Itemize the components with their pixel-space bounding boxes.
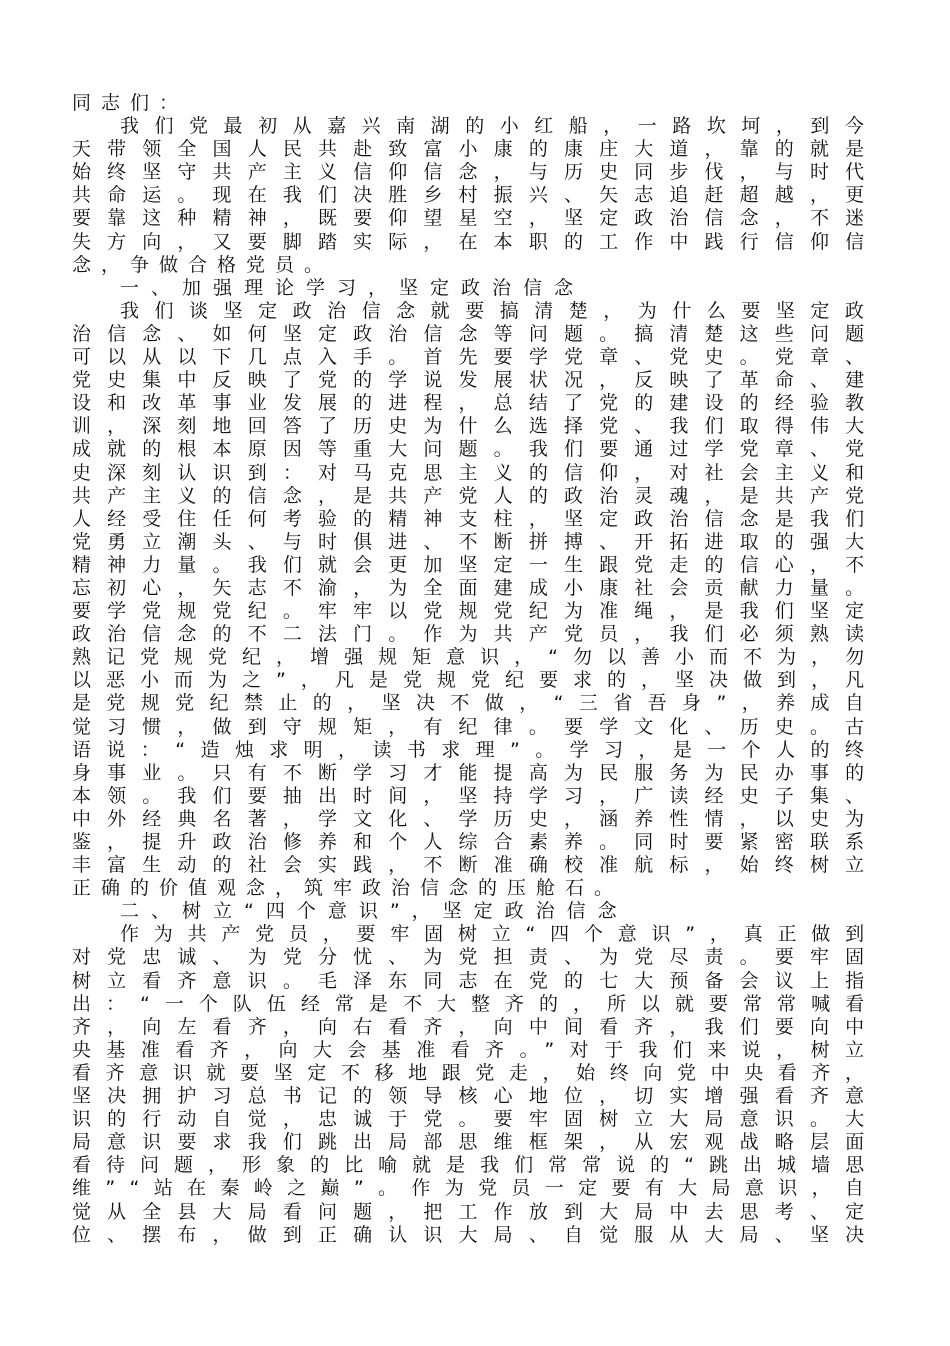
body-text-line: 失方向，又要脚踏实际，在本职的工作中践行信仰信 — [72, 230, 881, 253]
section-heading-line: 一、加强理论学习，坚定政治信念 — [120, 276, 586, 299]
body-text-line: 人经受住任何考验的精神支柱，坚定政治信念是我们 — [72, 507, 881, 530]
body-text-line: 党勇立潮头、与时俱进、不断拼搏、开拓进取的强大 — [72, 530, 881, 553]
body-text-line: 要学党规党纪。牢牢以党规党纪为准绳，是我们坚定 — [72, 600, 881, 623]
body-text-line: 念，争做合格党员。 — [72, 253, 334, 276]
body-text-line: 坚决拥护习总书记的领导核心地位，切实增强看齐意 — [72, 1085, 881, 1108]
body-text-line: 始终坚守共产主义信仰信念，与历史同步伐，与时代 — [72, 161, 881, 184]
document-page — [72, 92, 881, 1247]
body-text-line: 以恶小而为之”，凡是党规党纪要求的，坚决做到，凡 — [72, 669, 880, 692]
body-text-line: 看齐意识就要坚定不移地跟党走，始终向党中央看齐， — [72, 1061, 879, 1084]
body-text-line: 局意识要求我们跳出局部思维框架，从宏观战略层面 — [72, 1131, 881, 1154]
body-text-line: 位、摆布，做到正确认识大局、自觉服从大局、坚决 — [72, 1223, 881, 1246]
body-text-line: 可以从以下几点入手。首先要学党章、党史。党章、 — [72, 346, 881, 369]
body-text-line: 语说：“造烛求明，读书求理”。学习，是一个人的终 — [72, 738, 880, 761]
body-text-line: 齐，向左看齐，向右看齐，向中间看齐，我们要向中 — [72, 1015, 881, 1038]
body-text-line: 治信念、如何坚定政治信念等问题。搞清楚这些问题 — [72, 322, 881, 345]
body-text-line: 共产主义的信念，是共产党人的政治灵魂，是共产党 — [72, 484, 881, 507]
section-heading-line: 二、树立“四个意识”，坚定政治信念 — [120, 900, 629, 923]
body-text-line: 史深刻认识到：对马克思主义的信仰，对社会主义和 — [72, 461, 881, 484]
body-text-line: 身事业。只有不断学习才能提高为民服务为民办事的 — [72, 761, 881, 784]
body-text-line: 训，深刻地回答了历史为什么选择党、我们取得伟大 — [72, 415, 881, 438]
body-text-line: 识的行动自觉，忠诚于党。要牢固树立大局意识。大 — [72, 1108, 881, 1131]
body-text-line: 我们党最初从嘉兴南湖的小红船，一路坎坷，到今 — [120, 115, 880, 138]
body-text-line: 精神力量。我们就会更加坚定一生跟党走的信心，不 — [72, 553, 881, 576]
body-text-line: 出：“一个队伍经常是不大整齐的，所以就要常常喊看 — [72, 992, 880, 1015]
body-text-line: 觉从全县大局看问题，把工作放到大局中去思考、定 — [72, 1200, 881, 1223]
body-text-line: 我们谈坚定政治信念就要搞清楚，为什么要坚定政 — [120, 299, 880, 322]
body-text-line: 是党规党纪禁止的，坚决不做，“三省吾身”，养成自 — [72, 692, 880, 715]
body-text-line: 天带领全国人民共赴致富小康的康庄大道，靠的就是 — [72, 138, 881, 161]
body-text-line: 树立看齐意识。毛泽东同志在党的七大预备会议上指 — [72, 969, 881, 992]
body-text-line: 丰富生动的社会实践，不断准确校准航标，始终树立 — [72, 854, 881, 877]
body-text-line: 共命运。现在我们决胜乡村振兴、矢志追赶超越，更 — [72, 184, 881, 207]
body-text-line: 对党忠诚、为党分忧、为党担责、为党尽责。要牢固 — [72, 946, 881, 969]
body-text-line: 本领。我们要抽出时间，坚持学习，广读经史子集、 — [72, 784, 881, 807]
body-text-line: 鉴，提升政治修养和个人综合素养。同时要紧密联系 — [72, 831, 881, 853]
body-text-line: 熟记党规党纪，增强规矩意识，“勿以善小而不为，勿 — [72, 646, 880, 669]
body-text-line: 政治信念的不二法门。作为共产党员，我们必须熟读 — [72, 623, 881, 646]
body-text-line: 中外经典名著，学文化、学历史，涵养性情，以史为 — [72, 807, 881, 830]
body-text-line: 忘初心，矢志不渝，为全面建成小康社会贡献力量。 — [72, 576, 881, 599]
body-text-line: 觉习惯，做到守规矩，有纪律。要学文化、历史。古 — [72, 715, 881, 738]
body-text-line: 看待问题，形象的比喻就是我们常常说的“跳出城墙思 — [72, 1154, 880, 1177]
body-text-line: 要靠这种精神，既要仰望星空，坚定政治信念，不迷 — [72, 207, 881, 230]
body-text-line: 作为共产党员，要牢固树立“四个意识”，真正做到 — [120, 923, 879, 946]
body-text-line: 维”“站在秦岭之巅”。作为党员一定要有大局意识，自 — [72, 1177, 879, 1200]
body-text-line: 正确的价值观念，筑牢政治信念的压舱石。 — [72, 877, 624, 900]
body-text-line: 成就的根本原因等重大问题。我们要通过学党章、党 — [72, 438, 881, 461]
body-text-line: 设和改革事业发展的进程，总结了党的建设的经验教 — [72, 392, 881, 415]
body-text-line: 央基准看齐，向大会基准看齐。”对于我们来说，树立 — [72, 1038, 880, 1061]
body-text-line: 同志们： — [72, 92, 189, 114]
body-text-line: 党史集中反映了党的学说发展状况，反映了革命、建 — [72, 369, 881, 392]
